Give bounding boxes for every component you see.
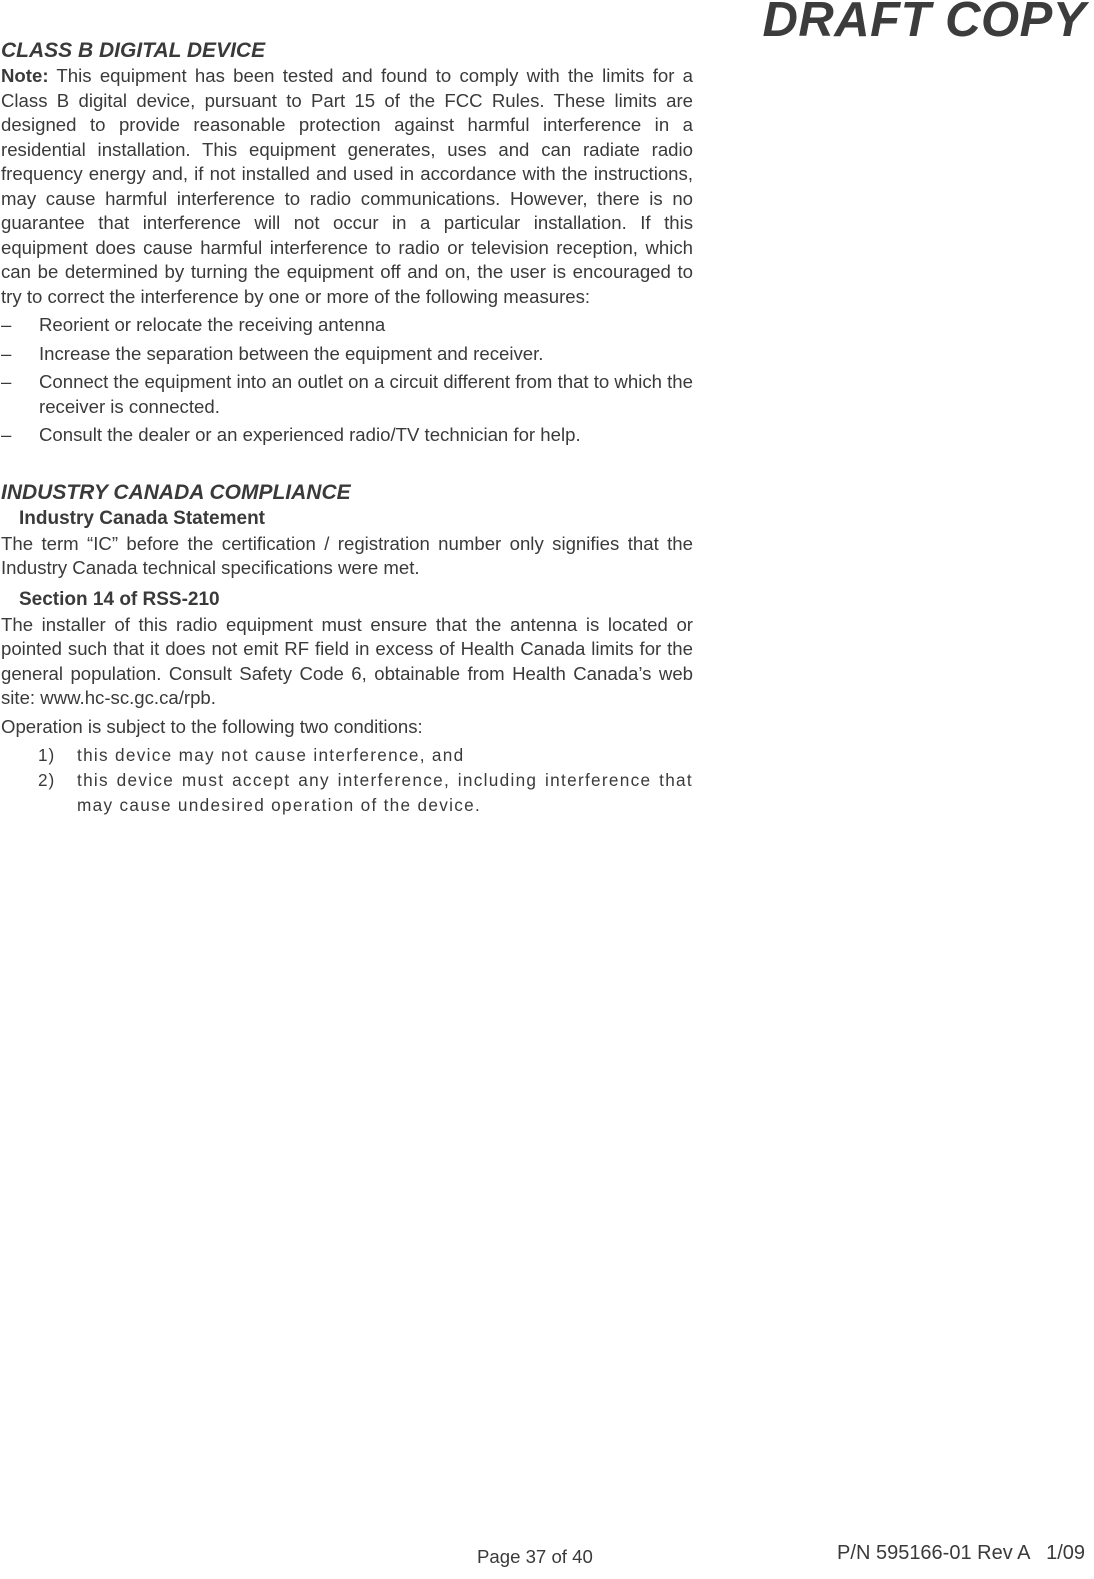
dash-marker: – <box>1 342 12 364</box>
draft-copy-watermark: DRAFT COPY <box>762 0 1086 47</box>
document-body <box>1 38 693 818</box>
condition-number: 2) <box>38 770 56 790</box>
page-number: Page 37 of 40 <box>477 1546 593 1567</box>
rss-210-heading: Section 14 of RSS-210 <box>19 588 220 610</box>
industry-canada-heading: INDUSTRY CANADA COMPLIANCE <box>1 480 351 504</box>
note-text: This equipment has been tested and found to comply with the limits for a Class B digital device, pursuant to Part 15 of the FCC Rules. These limits are designed to provide reasonable protection against harmful interference in a residential installation. This equipment generates, uses and can radiate radio frequency energy and, if not installed and used in accordance with the instructions, may cause harmful interference to radio communications. However, there is no guarantee that interference will not occur in a particular installation. If this equipment does cause harmful interference to radio or television reception, which can be determined by turning the equipment off and on, the user is encouraged to try to correct the interference by one or more of the following measures: <box>1 65 693 307</box>
conditions-list <box>1 743 693 818</box>
ic-statement-heading: Industry Canada Statement <box>19 507 265 529</box>
list-item <box>1 313 693 338</box>
measure-text: Reorient or relocate the receiving antenna <box>39 314 386 335</box>
rss-210-text: The installer of this radio equipment must ensure that the antenna is located or pointed such that it does not emit RF field in excess of Health Canada limits for the general population. Consult Safety Code 6, obtainable from Health Canada’s web site: www.hc-sc.gc.ca/rpb. <box>1 613 693 708</box>
list-item <box>1 342 693 367</box>
condition-number: 1) <box>38 745 56 765</box>
measure-text: Consult the dealer or an experienced radio/TV technician for help. <box>39 424 581 445</box>
list-item <box>1 768 693 818</box>
operation-text: Operation is subject to the following two conditions: <box>1 715 423 737</box>
list-item <box>1 423 693 448</box>
list-item <box>1 743 693 768</box>
class-b-heading: CLASS B DIGITAL DEVICE <box>1 39 266 62</box>
section-spacer <box>1 452 693 480</box>
dash-marker: – <box>1 371 12 392</box>
measures-list <box>1 313 693 448</box>
note-label: Note: <box>1 65 49 86</box>
list-item <box>1 370 693 419</box>
condition-text: this device may not cause interference, and <box>77 745 465 765</box>
condition-text: this device must accept any interference, including interference that may cause undesired operation of the device. <box>77 770 693 815</box>
ic-statement-text: The term “IC” before the certification / registration number only signifies that the Industry Canada technical specifications were met. <box>1 532 693 578</box>
dash-marker: – <box>1 314 12 335</box>
measure-text: Connect the equipment into an outlet on a circuit different from that to which the receiver is connected. <box>39 371 693 417</box>
measure-text: Increase the separation between the equipment and receiver. <box>39 342 544 364</box>
dash-marker: – <box>1 424 12 445</box>
class-b-note <box>1 64 693 309</box>
part-number: P/N 595166-01 Rev A 1/09 <box>837 1542 1085 1564</box>
